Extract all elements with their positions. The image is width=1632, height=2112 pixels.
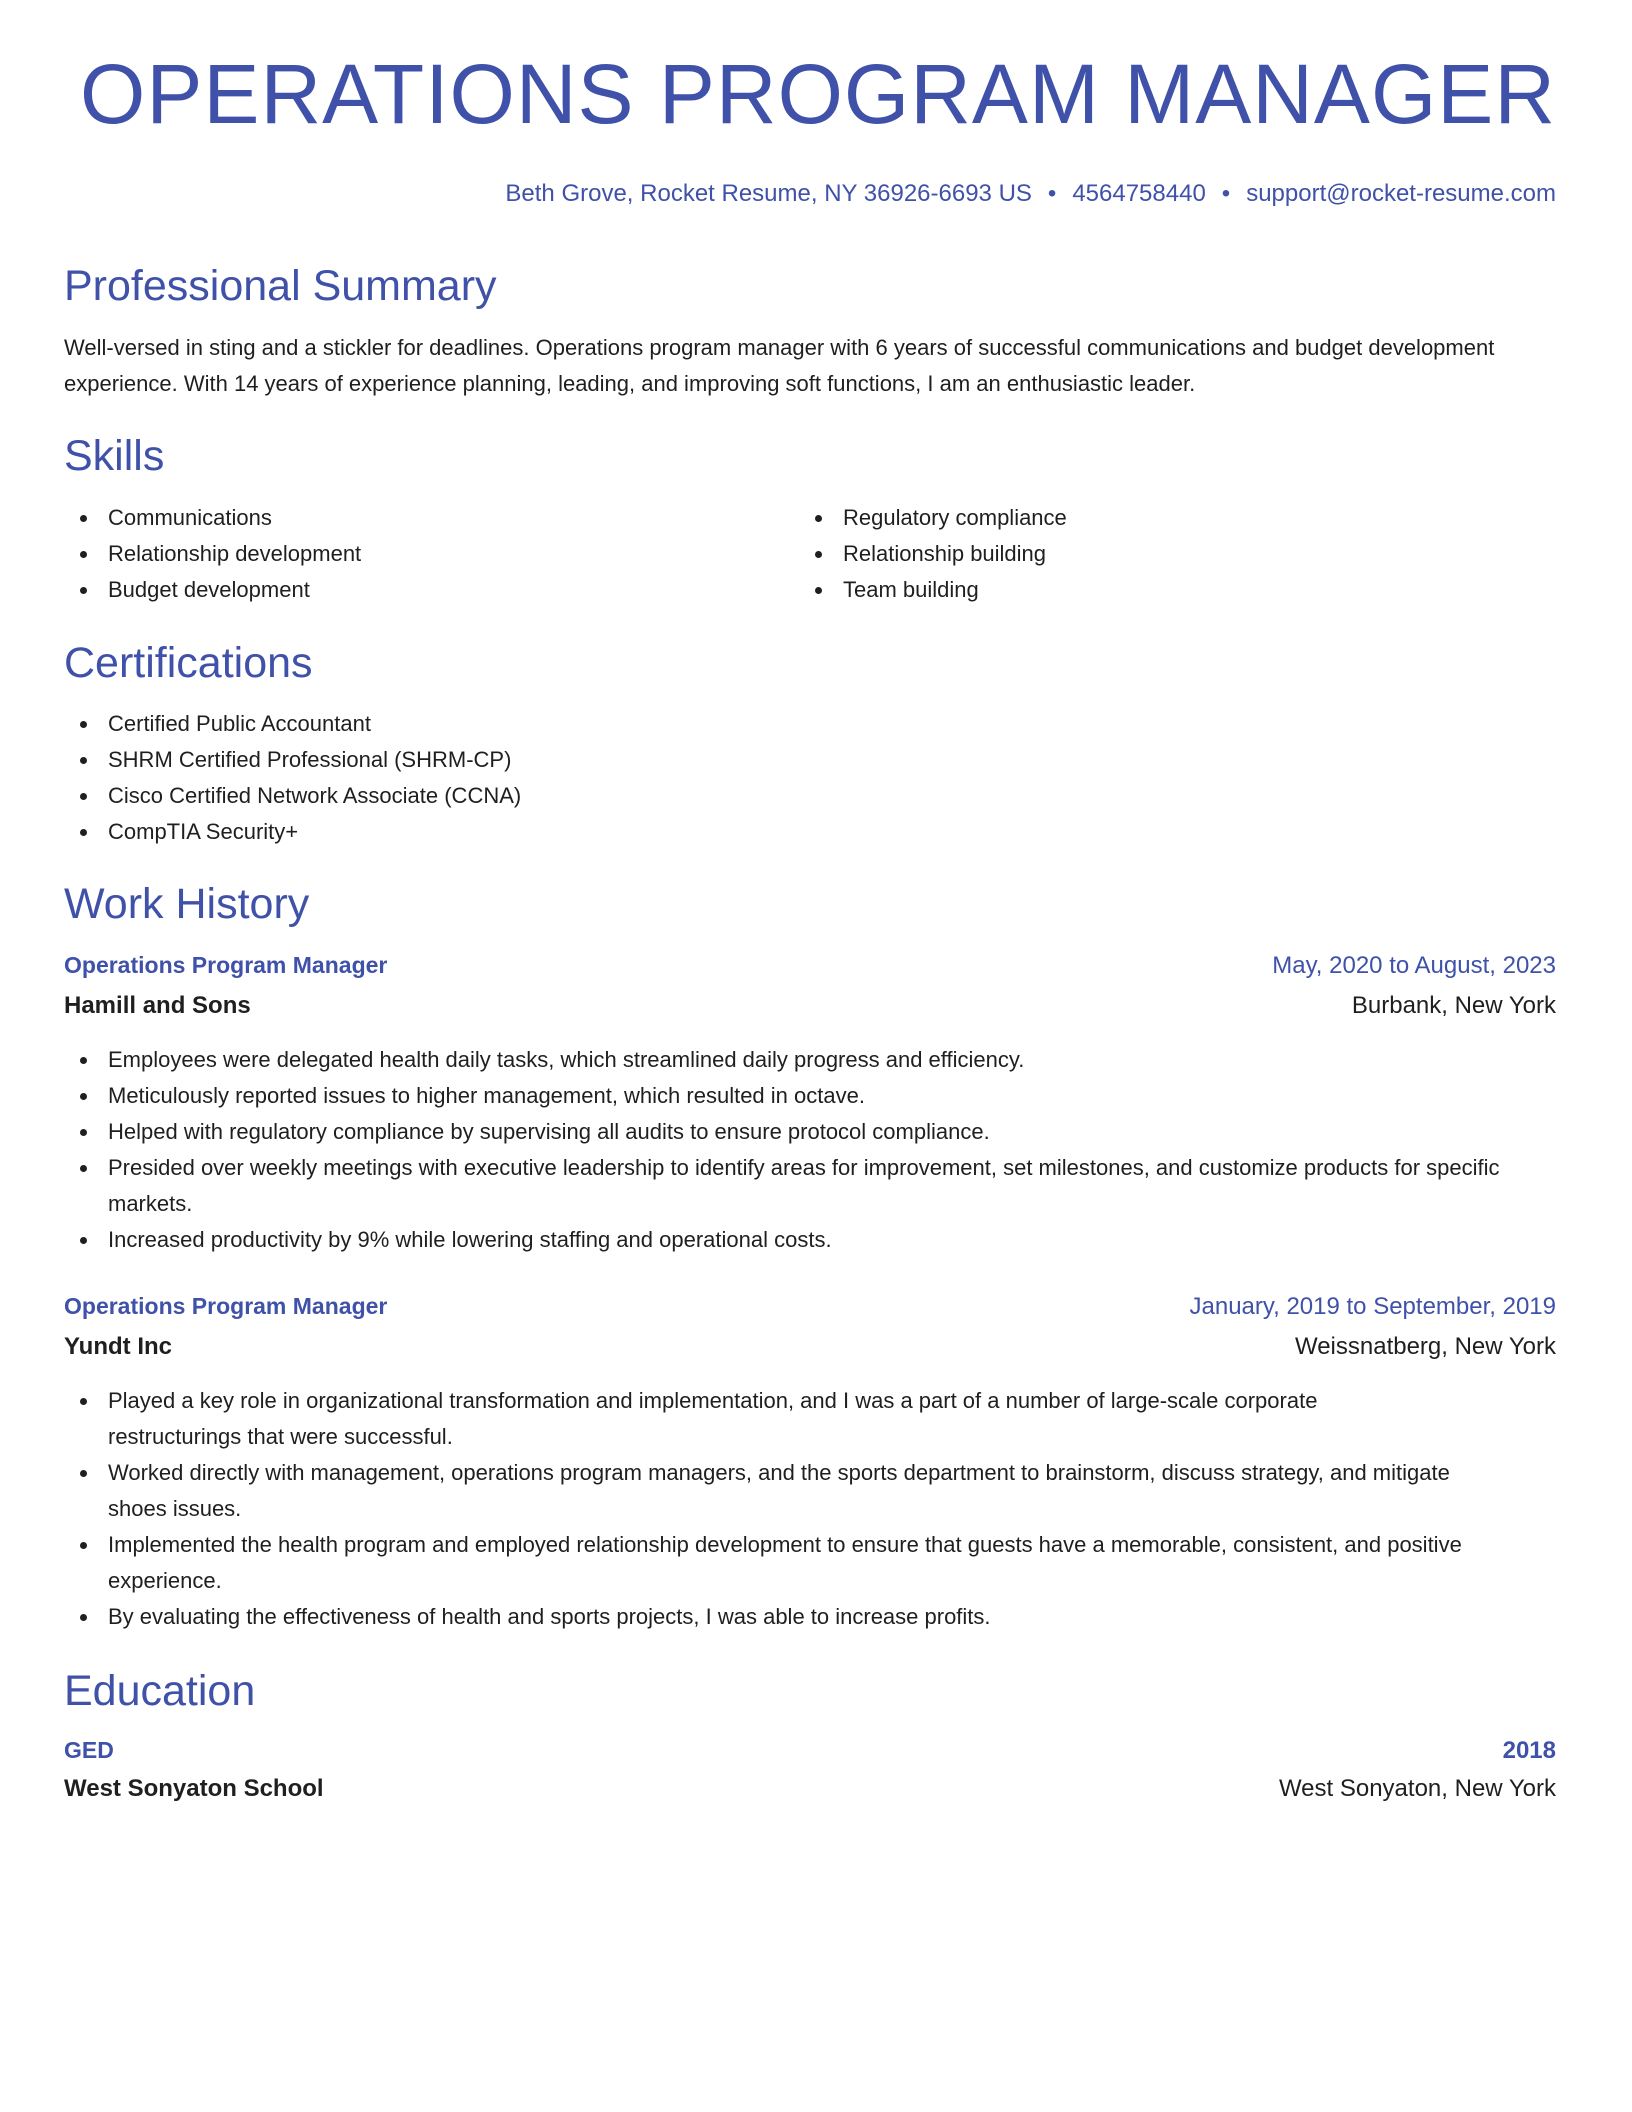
job-bullet: Meticulously reported issues to higher management, which resulted in octave. [64,1078,1556,1114]
job-bullet: Presided over weekly meetings with executive leadership to identify areas for improvement, set milestones, and customize products for specific markets. [64,1150,1556,1222]
education-degree: GED [64,1737,114,1763]
education-year: 2018 [1502,1737,1556,1764]
job-bullets [64,1383,1556,1635]
job-bullet: Implemented the health program and employed relationship development to ensure that guests have a memorable, consistent, and positive experience. [64,1527,1556,1599]
skills-list-left [64,500,764,608]
job-bullet: Employees were delegated health daily tasks, which streamlined daily progress and efficiency. [64,1042,1556,1078]
job-bullet: By evaluating the effectiveness of health and sports projects, I was able to increase profits. [64,1599,1556,1635]
contact-address: Beth Grove, Rocket Resume, NY 36926-6693 US [505,180,1032,207]
certifications-heading: Certifications [64,639,313,687]
certifications-list [64,706,1556,850]
certification-item: CompTIA Security+ [64,814,1556,850]
education-location: West Sonyaton, New York [1278,1775,1556,1802]
certification-item: Certified Public Accountant [64,706,1556,742]
education-heading: Education [64,1667,256,1715]
skill-item: Regulatory compliance [799,500,1499,536]
certification-item: Cisco Certified Network Associate (CCNA) [64,778,1556,814]
skill-item: Relationship building [799,536,1499,572]
certification-item: SHRM Certified Professional (SHRM-CP) [64,742,1556,778]
skills-heading: Skills [64,432,165,480]
job-company-row [64,992,1556,1020]
job-header [64,1293,1556,1321]
job-company: Yundt Inc [64,1333,172,1360]
job-bullet: Worked directly with management, operations program managers, and the sports department to brainstorm, discuss strategy, and mitigate shoes issues. [64,1455,1556,1527]
job-header [64,952,1556,980]
education-school: West Sonyaton School [64,1775,324,1802]
job-company-row [64,1333,1556,1361]
contact-phone: 4564758440 [1072,180,1206,207]
skills-list-right [799,500,1499,608]
job-location: Burbank, New York [1351,992,1556,1019]
work-history-heading: Work History [64,880,310,928]
skill-item: Budget development [64,572,764,608]
job-bullets [64,1042,1556,1258]
skill-item: Relationship development [64,536,764,572]
job-company: Hamill and Sons [64,992,251,1019]
job-bullet: Increased productivity by 9% while lowering staffing and operational costs. [64,1222,1556,1258]
education-school-row [64,1775,1556,1803]
summary-heading: Professional Summary [64,262,497,310]
resume-title: OPERATIONS PROGRAM MANAGER [80,47,1556,141]
job-bullet: Played a key role in organizational transformation and implementation, and I was a part of a number of large-scale corporate restructurings that were successful. [64,1383,1556,1455]
job-dates: May, 2020 to August, 2023 [1272,952,1556,979]
job-title: Operations Program Manager [64,1293,388,1319]
job-dates: January, 2019 to September, 2019 [1189,1293,1556,1320]
contact-email: support@rocket-resume.com [1246,180,1556,207]
contact-separator: • [1047,180,1057,207]
education-header [64,1737,1556,1765]
contact-separator: • [1221,180,1231,207]
job-title: Operations Program Manager [64,952,388,978]
job-bullet: Helped with regulatory compliance by supervising all audits to ensure protocol compliance. [64,1114,1556,1150]
contact-line [505,180,1556,208]
skill-item: Team building [799,572,1499,608]
summary-text: Well-versed in sting and a stickler for deadlines. Operations program manager with 6 years of successful communications and budget development experience. With 14 years of experience planning, leading, and improving soft functions, I am an enthusiastic leader. [64,335,1495,396]
job-location: Weissnatberg, New York [1294,1333,1556,1360]
skill-item: Communications [64,500,764,536]
